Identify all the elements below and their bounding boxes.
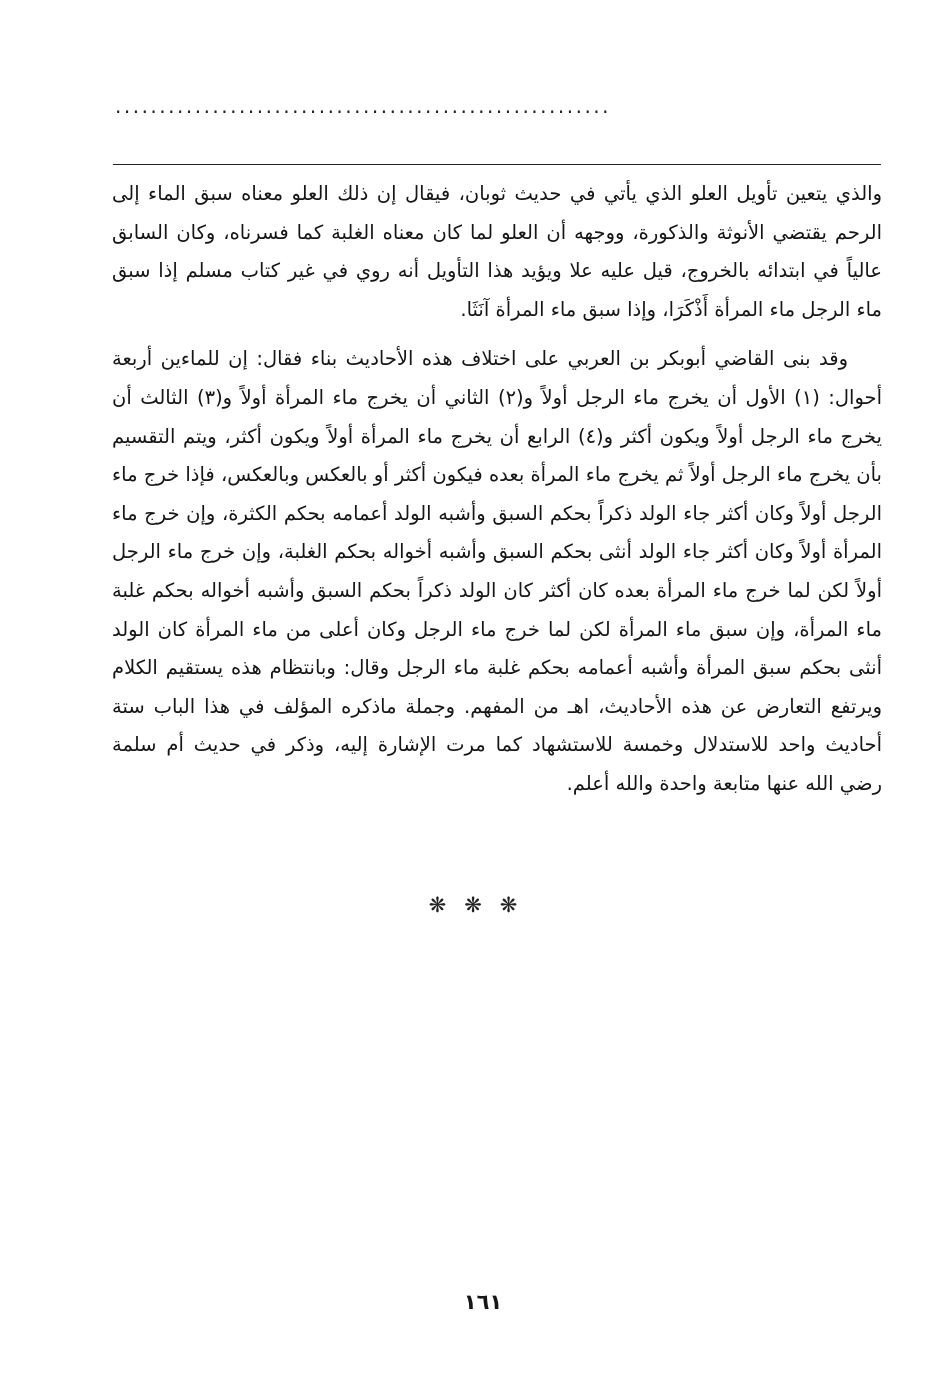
paragraph-2: وقد بنى القاضي أبوبكر بن العربي على اختلاف هذه الأحاديث بناء فقال: إن للماءين أربعة أحوال: (١) الأول أن يخرج ماء الرجل أولاً و(٢) الثاني أن يخرج ماء المرأة أولاً و(٣) الثالث أن يخرج ماء الرجل أولاً ويكون أكثر و(٤) الرابع أن يخرج ماء المرأة أولاً ويكون أكثر، ويتم التقسيم بأن يخرج ماء الرجل أولاً ثم يخرج ماء المرأة بعده فيكون أكثر أو بالعكس وبالعكس، فإذا خرج ماء الرجل أولاً وكان أكثر جاء الولد ذكراً بحكم السبق وأشبه الولد أعمامه بحكم الكثرة، وإن خرج ماء المرأة أولاً وكان أكثر جاء الولد أنثى بحكم السبق وأشبه أخواله بحكم الغلبة، وإن خرج ماء الرجل أولاً لكن لما خرج ماء المرأة بعده كان أكثر كان الولد ذكراً بحكم السبق وأشبه أخواله بحكم غلبة ماء المرأة، وإن سبق ماء المرأة لكن لما خرج ماء الرجل وكان أعلى من ماء المرأة كان الولد أنثى بحكم سبق المرأة وأشبه أعمامه بحكم غلبة ماء الرجل وقال: وبانتظام هذه يستقيم الكلام ويرتفع التعارض عن هذه الأحاديث، اهـ من المفهم. وجملة ماذكره المؤلف في هذا الباب ستة أحاديث واحد للاستدلال وخمسة للاستشهاد كما مرت الإشارة إليه، وذكر في حديث أم سلمة رضي الله عنها متابعة واحدة والله أعلم. bbox=[112, 347, 882, 795]
dotted-leader: ........................................................ bbox=[115, 96, 612, 116]
body-text bbox=[112, 175, 882, 804]
paragraph-1: والذي يتعين تأويل العلو الذي يأتي في حديث ثوبان، فيقال إن ذلك العلو معناه سبق الماء إلى الرحم يقتضي الأنوثة والذكورة، ووجهه أن العلو لما كان معناه الغلبة كما فسرناه، وكان السابق عالياً في ابتدائه بالخروج، قيل عليه علا ويؤيد هذا التأويل أنه روي في غير كتاب مسلم إذا سبق ماء الرجل ماء المرأة أَذْكَرَا، وإذا سبق ماء المرأة آنَثَا. bbox=[112, 182, 882, 321]
section-separator-stars: ❋❋❋ bbox=[428, 893, 536, 917]
page-number: ١٦١ bbox=[463, 1290, 503, 1314]
horizontal-rule bbox=[113, 164, 881, 165]
